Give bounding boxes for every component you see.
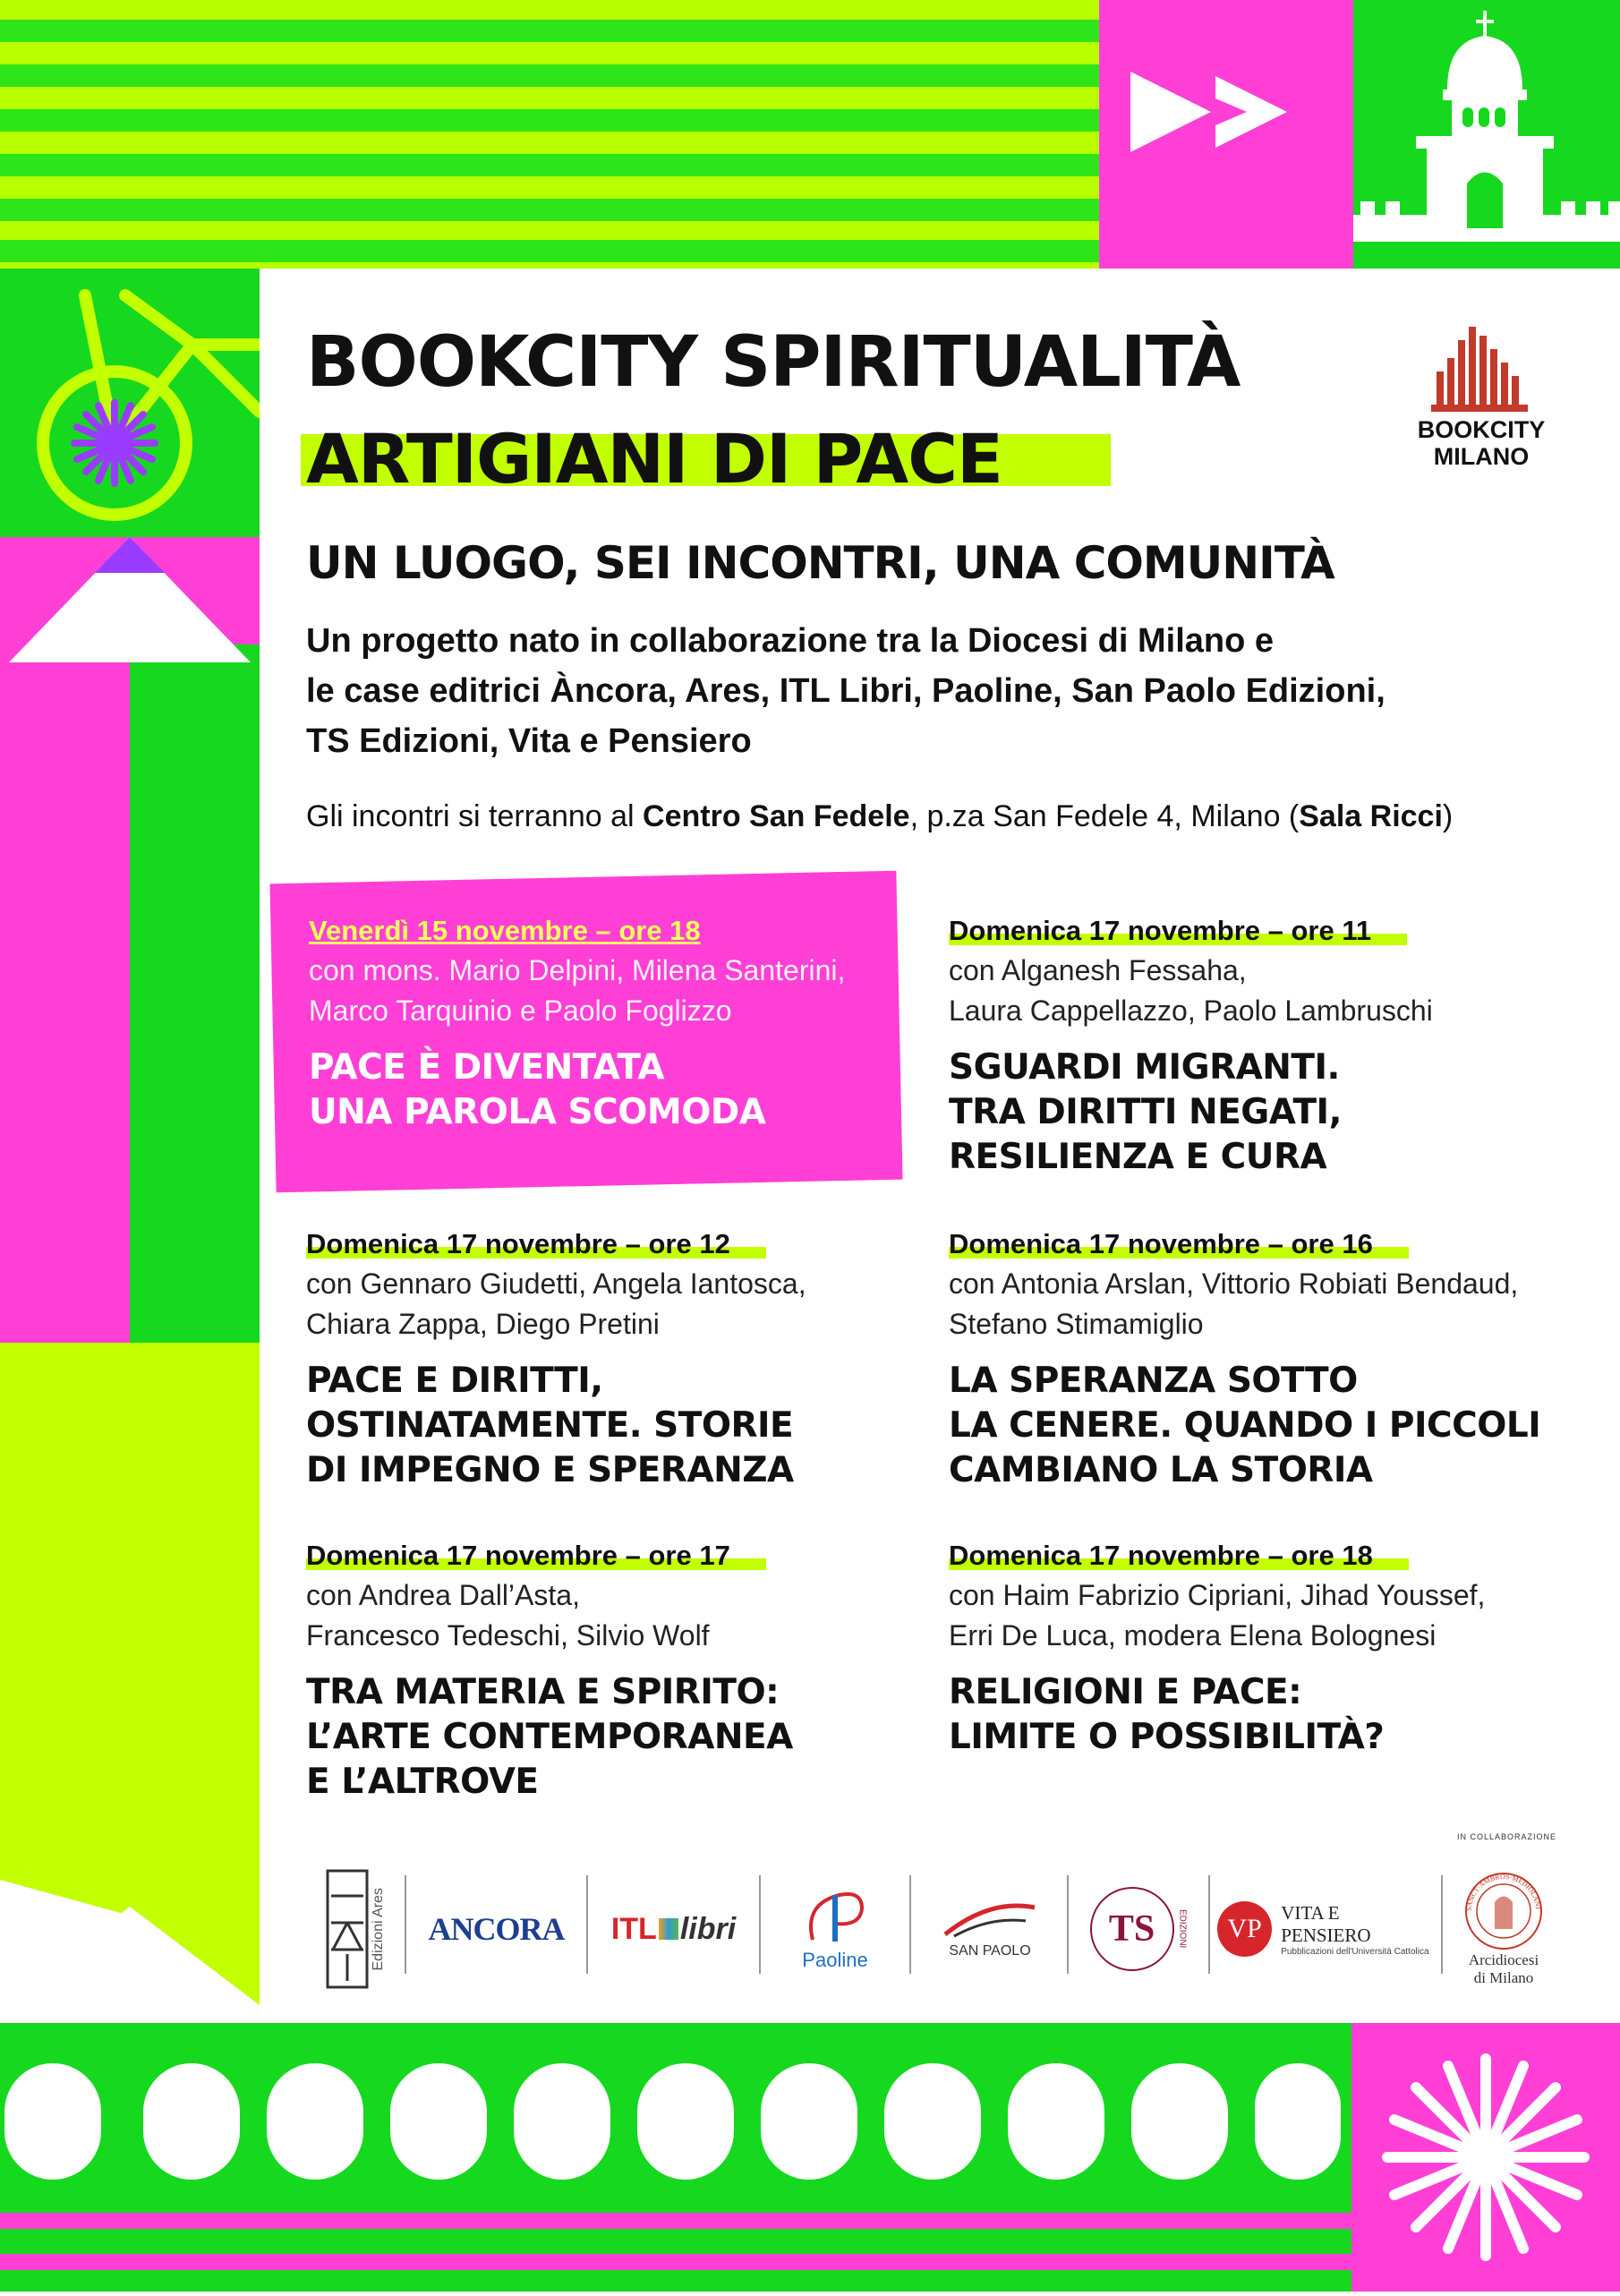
guest-line: Stefano Stimamiglio xyxy=(949,1308,1204,1340)
diocese-seal-icon xyxy=(1463,1871,1544,1951)
bicycle-icon xyxy=(0,269,260,537)
title-line: PACE E DIRITTI, xyxy=(306,1361,603,1401)
film-hole xyxy=(514,2063,610,2180)
diocese-line1: Arcidiocesi xyxy=(1468,1951,1539,1968)
guest-line: con Haim Fabrizio Cipriani, Jihad Youssef, xyxy=(949,1579,1486,1611)
event-guests xyxy=(949,1575,1557,1656)
intro-line: Un progetto nato in collaborazione tra la Diocesi di Milano e xyxy=(306,622,1275,660)
bookcity-milano-logo xyxy=(1410,322,1553,470)
partner-divider xyxy=(405,1875,406,1974)
libri-label: libri xyxy=(679,1911,737,1946)
logo-line1: BOOKCITY xyxy=(1417,416,1546,443)
partner-divider xyxy=(1441,1875,1443,1974)
san-paolo-logo-icon xyxy=(936,1899,1044,1943)
event-date: Domenica 17 novembre – ore 18 xyxy=(949,1540,1409,1572)
event-date: Venerdì 15 novembre – ore 18 xyxy=(309,915,701,946)
guest-line: con Andrea Dall’Asta, xyxy=(306,1579,580,1611)
event-card xyxy=(309,915,917,1135)
title-line: E L’ALTROVE xyxy=(306,1762,539,1802)
event-card xyxy=(306,1228,915,1493)
venue-suffix: ) xyxy=(1442,799,1454,833)
event-guests xyxy=(949,951,1557,1031)
event-title xyxy=(949,1359,1593,1493)
film-hole xyxy=(761,2063,857,2180)
venue-room: Sala Ricci xyxy=(1299,799,1443,833)
venue-line xyxy=(306,799,1453,834)
ancora-label: ANCORA xyxy=(428,1911,565,1947)
film-hole xyxy=(143,2063,240,2180)
vp-sub: Pubblicazioni dell'Università Cattolica xyxy=(1281,1946,1429,1957)
title-line: CAMBIANO LA STORIA xyxy=(949,1450,1373,1490)
starburst-icon xyxy=(1351,2023,1620,2292)
itl-book-icon xyxy=(659,1918,678,1940)
partner-divider xyxy=(909,1875,911,1974)
partner-itl-libri xyxy=(595,1866,752,1992)
ts-small-label: EDIZIONI xyxy=(1177,1909,1188,1949)
title-line: UNA PAROLA SCOMODA xyxy=(309,1092,766,1132)
title-line: PACE È DIVENTATA xyxy=(309,1047,665,1088)
event-title xyxy=(306,1359,915,1493)
film-hole xyxy=(267,2063,363,2180)
film-hole xyxy=(1008,2063,1104,2180)
guest-line: con mons. Mario Delpini, Milena Santerini, xyxy=(309,954,846,986)
guest-line: con Alganesh Fessaha, xyxy=(949,954,1247,986)
tagline: UN LUOGO, SEI INCONTRI, UNA COMUNITÀ xyxy=(306,537,1334,589)
event-guests xyxy=(309,951,917,1031)
diocese-ring-text: SANCT·AMBROS·MEDIOLANI xyxy=(1464,1872,1542,1912)
vp-logo-icon xyxy=(1217,1901,1272,1957)
title-line: SGUARDI MIGRANTI. xyxy=(949,1047,1340,1088)
film-hole xyxy=(637,2063,734,2180)
partner-arcidiocesi xyxy=(1445,1866,1562,1992)
diocese-line2: di Milano xyxy=(1473,1969,1534,1986)
paoline-label: Paoline xyxy=(802,1949,868,1971)
event-title xyxy=(949,1046,1557,1180)
film-hole xyxy=(390,2063,487,2180)
guest-line: Marco Tarquinio e Paolo Foglizzo xyxy=(309,994,732,1027)
guest-line: Laura Cappellazzo, Paolo Lambruschi xyxy=(949,994,1433,1027)
partner-divider xyxy=(759,1875,761,1974)
partner-ancora xyxy=(414,1866,579,1992)
pink-pennant xyxy=(0,644,130,1343)
partner-san-paolo xyxy=(918,1866,1062,1992)
title-line: LA CENERE. QUANDO I PICCOLI xyxy=(949,1405,1541,1446)
partner-paoline xyxy=(768,1866,902,1992)
venue-place: Centro San Fedele xyxy=(643,799,910,833)
partner-divider xyxy=(1067,1875,1069,1974)
partner-ts-edizioni xyxy=(1076,1866,1201,1992)
intro-paragraph xyxy=(306,616,1559,766)
title-line: RELIGIONI E PACE: xyxy=(949,1672,1302,1712)
ts-label: TS xyxy=(1108,1908,1155,1950)
film-hole xyxy=(1131,2063,1228,2180)
title-line: TRA MATERIA E SPIRITO: xyxy=(306,1672,780,1712)
intro-line: le case editrici Àncora, Ares, ITL Libri, Paoline, San Paolo Edizioni, xyxy=(306,672,1386,710)
vp-name: VITA E PENSIERO xyxy=(1281,1901,1371,1946)
event-card xyxy=(306,1540,915,1805)
partner-ares xyxy=(318,1866,394,1992)
ares-logo-icon xyxy=(326,1869,371,1990)
fast-forward-icon xyxy=(1099,0,1353,269)
event-guests xyxy=(306,1575,915,1656)
bottom-stripe xyxy=(0,2254,1351,2270)
event-date: Domenica 17 novembre – ore 16 xyxy=(949,1228,1409,1260)
guest-line: Francesco Tedeschi, Silvio Wolf xyxy=(306,1619,710,1652)
pencil-tip-shape xyxy=(0,537,260,662)
collaboration-label: IN COLLABORAZIONE xyxy=(1457,1832,1557,1841)
title-line: TRA DIRITTI NEGATI, xyxy=(949,1092,1342,1132)
event-title xyxy=(306,1670,915,1805)
logo-line2: MILANO xyxy=(1433,443,1530,470)
film-hole xyxy=(4,2063,101,2180)
event-guests xyxy=(306,1264,915,1344)
bottom-stripe xyxy=(0,2213,1351,2229)
intro-line: TS Edizioni, Vita e Pensiero xyxy=(306,722,752,760)
title-line: LA SPERANZA SOTTO xyxy=(949,1361,1358,1401)
title-line: RESILIENZA E CURA xyxy=(949,1137,1327,1177)
film-hole xyxy=(1255,2063,1341,2180)
title-line: DI IMPEGNO E SPERANZA xyxy=(306,1450,794,1490)
venue-address: , p.za San Fedele 4, Milano ( xyxy=(909,799,1300,833)
event-date: Domenica 17 novembre – ore 12 xyxy=(306,1228,766,1260)
event-card xyxy=(949,915,1557,1180)
itl-label: ITL xyxy=(610,1911,657,1946)
guest-line: con Antonia Arslan, Vittorio Robiati Bendaud, xyxy=(949,1267,1519,1300)
event-date: Domenica 17 novembre – ore 11 xyxy=(949,915,1407,947)
venue-prefix: Gli incontri si terranno al xyxy=(306,799,644,833)
event-title xyxy=(949,1670,1557,1760)
event-card xyxy=(949,1228,1593,1493)
event-card xyxy=(949,1540,1557,1760)
guest-line: Chiara Zappa, Diego Pretini xyxy=(306,1308,660,1340)
ts-logo-icon xyxy=(1090,1887,1174,1971)
partner-divider xyxy=(586,1875,588,1974)
partner-divider xyxy=(1208,1875,1210,1974)
top-stripe-banner xyxy=(0,0,1099,269)
vp-mark: VP xyxy=(1227,1914,1262,1943)
paoline-logo-icon xyxy=(799,1886,871,1949)
main-title: BOOKCITY SPIRITUALITÀ xyxy=(306,322,1241,403)
castle-tower-icon xyxy=(1353,0,1620,269)
ares-label: Edizioni Ares xyxy=(370,1887,386,1971)
event-date: Domenica 17 novembre – ore 17 xyxy=(306,1540,766,1572)
event-guests xyxy=(949,1264,1593,1344)
san-paolo-label: SAN PAOLO xyxy=(949,1943,1031,1959)
guest-line: con Gennaro Giudetti, Angela Iantosca, xyxy=(306,1267,806,1300)
lime-ribbon xyxy=(0,1343,260,2005)
film-hole xyxy=(884,2063,981,2180)
guest-line: Erri De Luca, modera Elena Bolognesi xyxy=(949,1619,1437,1652)
title-line: OSTINATAMENTE. STORIE xyxy=(306,1405,794,1446)
partner-vita-e-pensiero xyxy=(1217,1866,1432,1992)
event-title xyxy=(309,1046,917,1135)
bookcity-skyline-icon xyxy=(1428,322,1535,412)
sub-title: ARTIGIANI DI PACE xyxy=(306,419,1002,499)
title-line: L’ARTE CONTEMPORANEA xyxy=(306,1717,793,1757)
title-line: LIMITE O POSSIBILITÀ? xyxy=(949,1717,1385,1757)
